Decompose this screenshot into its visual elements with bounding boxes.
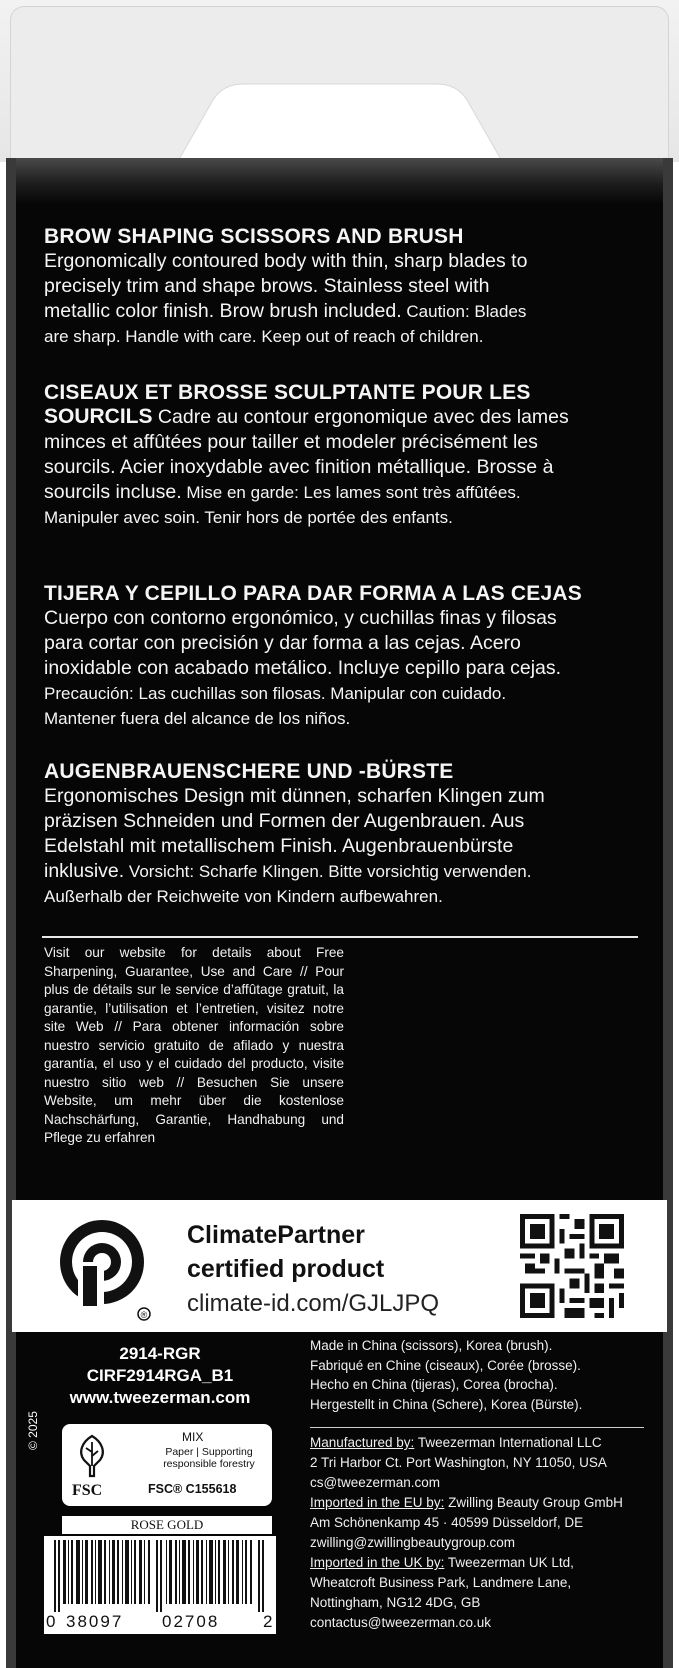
country-of-origin xyxy=(310,1336,582,1414)
fsc-tree-icon xyxy=(70,1432,114,1478)
french-caution: Mise en garde: Les lames sont très affûtées. xyxy=(181,483,521,502)
uk-address: Nottingham, NG12 4DG, GB xyxy=(310,1595,481,1610)
website-info-text: Visit our website for details about Free Sharpening, Guarantee, Use and Care // Pour plus de détails sur le service d’affûtage gratuit, la garantie, l’utilisation et l’entretien, visitez notre site Web // Para obtener información sobre nuestro servicio gratuito de afilado y nuestra garantía, el uso y el cuidado del producto, visite nuestro sitio web // Besuchen Sie unsere Website, um mehr über die kostenlose Nachschärfung, Garantie, Handhabung und Pflege zu erfahren xyxy=(44,945,344,1145)
german-line xyxy=(44,859,644,884)
barcode-left-digits: 38097 xyxy=(66,1612,124,1631)
fsc-paper-text: Paper | Supporting responsible forestry xyxy=(163,1446,255,1470)
package-edge-left xyxy=(6,158,16,1668)
french-description xyxy=(44,380,644,530)
fsc-label-box xyxy=(62,1424,272,1506)
barcode-check-digit: 2 xyxy=(263,1612,273,1631)
uk-email: contactus@tweezerman.co.uk xyxy=(310,1615,492,1630)
mfg-address: 2 Tri Harbor Ct. Port Washington, NY 11050, USA xyxy=(310,1455,607,1470)
mfg-name: Tweezerman International LLC xyxy=(414,1435,602,1450)
mfg-email: cs@tweezerman.com xyxy=(310,1475,440,1490)
manufacturer-info xyxy=(310,1433,650,1633)
section-divider xyxy=(42,936,638,938)
french-line xyxy=(44,405,644,430)
barcode-right-digits: 02708 xyxy=(162,1612,220,1631)
french-text: sourcils incluse. xyxy=(44,481,182,503)
climate-id-url: climate-id.com/GJLJPQ xyxy=(187,1290,440,1317)
climatepartner-name: ClimatePartner xyxy=(187,1221,365,1249)
eu-address: Am Schönenkamp 45 · 40599 Düsseldorf, DE xyxy=(310,1515,584,1530)
english-caution: Caution: Blades xyxy=(401,302,527,321)
spanish-caution: Mantener fuera del alcance de los niños. xyxy=(44,709,351,728)
climatepartner-panel xyxy=(12,1200,667,1332)
uk-label: Imported in the UK by: xyxy=(310,1555,445,1570)
spanish-caution: Precaución: Las cuchillas son filosas. Manipular con cuidado. xyxy=(44,684,507,703)
french-title-cont: SOURCILS xyxy=(44,405,153,428)
origin-divider xyxy=(310,1427,644,1428)
spanish-description xyxy=(44,581,644,731)
fsc-logo-label: FSC xyxy=(72,1482,103,1499)
german-description xyxy=(44,759,644,909)
german-line: präzisen Schneiden und Formen der Augenbrauen. Aus xyxy=(44,810,525,832)
spanish-line: para cortar con precisión y dar forma a las cejas. Acero xyxy=(44,632,521,654)
product-codes xyxy=(30,1343,290,1409)
website-url: www.tweezerman.com xyxy=(69,1388,251,1407)
hang-hole xyxy=(173,80,507,170)
package-edge-right xyxy=(663,158,673,1668)
english-description xyxy=(44,224,644,349)
package-top-shade xyxy=(16,158,663,204)
german-line: Ergonomisches Design mit dünnen, scharfen Klingen zum xyxy=(44,785,545,807)
english-title: BROW SHAPING SCISSORS AND BRUSH xyxy=(44,225,464,248)
mfg-line xyxy=(310,1433,650,1453)
eu-name: Zwilling Beauty Group GmbH xyxy=(444,1495,623,1510)
climatepartner-text xyxy=(187,1218,439,1322)
mfg-label: Manufactured by: xyxy=(310,1435,415,1450)
german-text: inklusive. xyxy=(44,860,125,882)
spanish-line: Cuerpo con contorno ergonómico, y cuchillas finas y filosas xyxy=(44,607,557,629)
french-line: sourcils. Acier inoxydable avec finition métallique. Brosse à xyxy=(44,456,554,478)
origin-fr: Fabriqué en Chine (ciseaux), Corée (brosse). xyxy=(310,1357,581,1373)
german-line: Edelstahl mit metallischem Finish. Augenbrauenbürste xyxy=(44,835,514,857)
english-line: are sharp. Handle with care. Keep out of reach of children. xyxy=(44,327,484,346)
sku-code: 2914-RGR xyxy=(119,1344,201,1363)
climatepartner-certified: certified product xyxy=(187,1255,385,1283)
english-line xyxy=(44,299,644,324)
eu-label: Imported in the EU by: xyxy=(310,1495,445,1510)
english-line: precisely trim and shape brows. Stainless steel with xyxy=(44,275,490,297)
hanger-tab xyxy=(0,0,679,162)
uk-line xyxy=(310,1553,650,1573)
upc-barcode xyxy=(44,1536,276,1634)
color-variant: ROSE GOLD xyxy=(62,1516,272,1534)
spanish-line: inoxidable con acabado metálico. Incluye cepillo para cejas. xyxy=(44,657,562,679)
uk-address: Wheatcroft Business Park, Landmere Lane, xyxy=(310,1575,572,1590)
barcode-bars xyxy=(54,1540,266,1612)
french-line: minces et affûtées pour tailler et modeler précisément les xyxy=(44,431,538,453)
registered-mark: ® xyxy=(140,1310,148,1320)
fsc-code: FSC® C155618 xyxy=(148,1482,237,1496)
origin-de: Hergestellt in China (Schere), Korea (Bürste). xyxy=(310,1396,583,1412)
uk-name: Tweezerman UK Ltd, xyxy=(444,1555,574,1570)
origin-es: Hecho en China (tijeras), Corea (brocha). xyxy=(310,1377,558,1392)
spanish-title: TIJERA Y CEPILLO PARA DAR FORMA A LAS CEJAS xyxy=(44,582,582,605)
french-line: Manipuler avec soin. Tenir hors de portée des enfants. xyxy=(44,508,453,527)
german-line: Außerhalb der Reichweite von Kindern aufbewahren. xyxy=(44,887,443,906)
eu-line xyxy=(310,1493,650,1513)
french-title: CISEAUX ET BROSSE SCULPTANTE POUR LES xyxy=(44,381,531,404)
french-line xyxy=(44,480,644,505)
qr-code-icon xyxy=(520,1214,624,1318)
barcode-number-system: 0 xyxy=(46,1612,56,1631)
climatepartner-logo-icon xyxy=(52,1214,162,1324)
cirf-code: CIRF2914RGA_B1 xyxy=(86,1366,234,1385)
german-title: AUGENBRAUENSCHERE UND -BÜRSTE xyxy=(44,760,454,783)
french-text: Cadre au contour ergonomique avec des lames xyxy=(152,406,569,428)
copyright: © 2025 xyxy=(26,1411,40,1450)
english-text: metallic color finish. Brow brush included. xyxy=(44,300,402,322)
origin-en: Made in China (scissors), Korea (brush). xyxy=(310,1338,553,1353)
german-caution: Vorsicht: Scharfe Klingen. Bitte vorsichtig verwenden. xyxy=(124,862,532,881)
eu-email: zwilling@zwillingbeautygroup.com xyxy=(310,1535,516,1550)
fsc-mix: MIX xyxy=(182,1430,204,1444)
english-line: Ergonomically contoured body with thin, sharp blades to xyxy=(44,250,528,272)
